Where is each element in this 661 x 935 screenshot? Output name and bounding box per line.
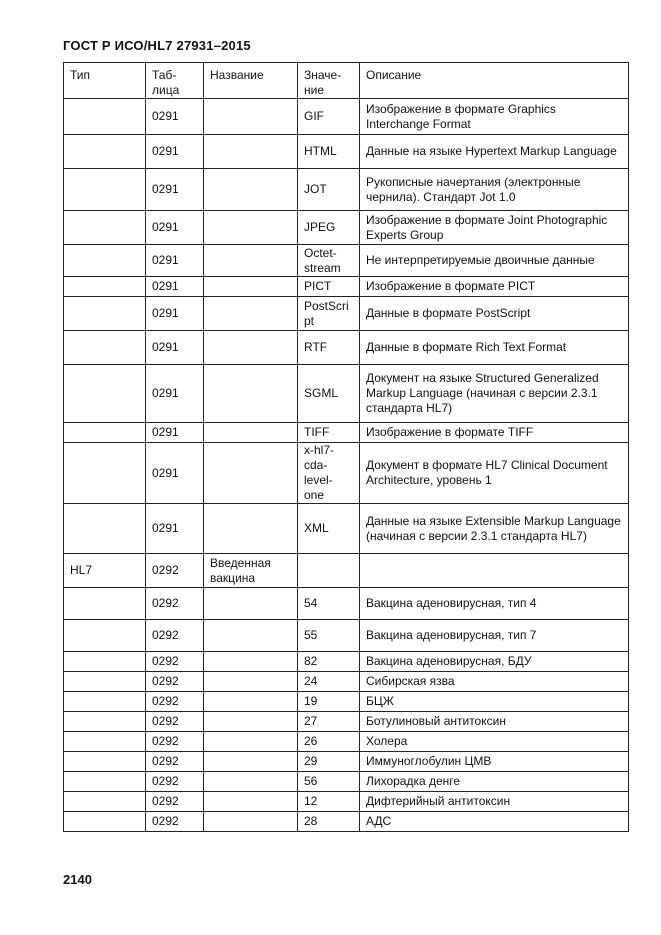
table-row [64, 211, 629, 245]
cell-table: 0292 [146, 588, 204, 620]
cell-description: Холера [360, 732, 629, 752]
cell-description: Дифтерийный антитоксин [360, 792, 629, 812]
table-row [64, 772, 629, 792]
cell-type [64, 331, 146, 365]
cell-type [64, 277, 146, 297]
cell-value: x-hl7- cda- level- one [298, 443, 360, 504]
cell-name [204, 620, 298, 652]
cell-type [64, 792, 146, 812]
cell-table: 0291 [146, 99, 204, 135]
cell-name: Введенная вакцина [204, 554, 298, 588]
cell-value: JOT [298, 169, 360, 211]
cell-table: 0292 [146, 712, 204, 732]
cell-value: SGML [298, 365, 360, 423]
cell-type [64, 752, 146, 772]
cell-description: Вакцина аденовирусная, БДУ [360, 652, 629, 672]
table-row [64, 752, 629, 772]
table-row [64, 169, 629, 211]
table-row [64, 99, 629, 135]
cell-name [204, 297, 298, 331]
cell-name [204, 752, 298, 772]
cell-type [64, 812, 146, 832]
cell-type [64, 99, 146, 135]
cell-table: 0292 [146, 812, 204, 832]
cell-table: 0292 [146, 554, 204, 588]
cell-value: PICT [298, 277, 360, 297]
cell-value: 82 [298, 652, 360, 672]
cell-value: XML [298, 504, 360, 554]
table-row [64, 712, 629, 732]
table-row [64, 672, 629, 692]
cell-type [64, 443, 146, 504]
cell-description: Вакцина аденовирусная, тип 7 [360, 620, 629, 652]
cell-name [204, 277, 298, 297]
table-row [64, 277, 629, 297]
cell-name [204, 588, 298, 620]
cell-type [64, 652, 146, 672]
column-header-description: Описание [360, 63, 629, 99]
cell-type [64, 245, 146, 277]
cell-type [64, 588, 146, 620]
cell-value: 24 [298, 672, 360, 692]
cell-value: 56 [298, 772, 360, 792]
cell-table: 0291 [146, 297, 204, 331]
table-row [64, 443, 629, 504]
cell-table: 0291 [146, 423, 204, 443]
table-row [64, 692, 629, 712]
cell-description: Изображение в формате Graphics Interchange Format [360, 99, 629, 135]
cell-description: Данные на языке Extensible Markup Language (начиная с версии 2.3.1 стандарта HL7) [360, 504, 629, 554]
cell-value: 55 [298, 620, 360, 652]
table-row [64, 245, 629, 277]
cell-name [204, 135, 298, 169]
cell-type [64, 672, 146, 692]
cell-name [204, 331, 298, 365]
cell-description [360, 554, 629, 588]
cell-table: 0291 [146, 443, 204, 504]
cell-value: 29 [298, 752, 360, 772]
cell-table: 0291 [146, 169, 204, 211]
table-row [64, 135, 629, 169]
table-header-row [64, 63, 629, 99]
cell-value: HTML [298, 135, 360, 169]
table-row [64, 423, 629, 443]
cell-table: 0291 [146, 245, 204, 277]
cell-name [204, 169, 298, 211]
table-row [64, 732, 629, 752]
cell-type [64, 712, 146, 732]
table-row [64, 297, 629, 331]
cell-value: 27 [298, 712, 360, 732]
cell-type [64, 772, 146, 792]
cell-description: Вакцина аденовирусная, тип 4 [360, 588, 629, 620]
cell-name [204, 812, 298, 832]
cell-name [204, 443, 298, 504]
cell-description: Документ на языке Structured Generalized Markup Language (начиная с версии 2.3.1 стандарта HL7) [360, 365, 629, 423]
cell-table: 0291 [146, 365, 204, 423]
cell-table: 0291 [146, 331, 204, 365]
cell-description: Изображение в формате PICT [360, 277, 629, 297]
cell-description: Не интерпретируемые двоичные данные [360, 245, 629, 277]
cell-value: 19 [298, 692, 360, 712]
cell-value: 26 [298, 732, 360, 752]
cell-description: Данные в формате PostScript [360, 297, 629, 331]
cell-value: 54 [298, 588, 360, 620]
cell-description: Данные в формате Rich Text Format [360, 331, 629, 365]
cell-description: Лихорадка денге [360, 772, 629, 792]
table-row [64, 812, 629, 832]
cell-description: БЦЖ [360, 692, 629, 712]
cell-type: HL7 [64, 554, 146, 588]
cell-name [204, 99, 298, 135]
cell-table: 0291 [146, 135, 204, 169]
cell-value: GIF [298, 99, 360, 135]
cell-description: Иммуноглобулин ЦМВ [360, 752, 629, 772]
column-header-type: Тип [64, 63, 146, 99]
table-row [64, 588, 629, 620]
cell-name [204, 772, 298, 792]
cell-table: 0292 [146, 620, 204, 652]
cell-value: PostScri pt [298, 297, 360, 331]
cell-type [64, 169, 146, 211]
cell-name [204, 792, 298, 812]
cell-type [64, 620, 146, 652]
cell-table: 0292 [146, 672, 204, 692]
table-body [64, 99, 629, 832]
table-row [64, 365, 629, 423]
document-header: ГОСТ Р ИСО/HL7 27931–2015 [63, 38, 251, 53]
cell-table: 0291 [146, 504, 204, 554]
cell-table: 0291 [146, 277, 204, 297]
cell-description: Изображение в формате Joint Photographic Experts Group [360, 211, 629, 245]
cell-type [64, 504, 146, 554]
cell-name [204, 652, 298, 672]
column-header-value: Значе- ние [298, 63, 360, 99]
cell-name [204, 245, 298, 277]
cell-name [204, 365, 298, 423]
cell-type [64, 135, 146, 169]
cell-description: АДС [360, 812, 629, 832]
table-row [64, 620, 629, 652]
cell-name [204, 712, 298, 732]
table-row [64, 652, 629, 672]
cell-value: Octet- stream [298, 245, 360, 277]
cell-value: 12 [298, 792, 360, 812]
page-number: 2140 [63, 872, 92, 887]
cell-type [64, 423, 146, 443]
table-row [64, 504, 629, 554]
cell-type [64, 732, 146, 752]
cell-description: Изображение в формате TIFF [360, 423, 629, 443]
cell-type [64, 365, 146, 423]
table-row [64, 792, 629, 812]
cell-name [204, 423, 298, 443]
cell-table: 0292 [146, 752, 204, 772]
cell-name [204, 504, 298, 554]
column-header-name: Название [204, 63, 298, 99]
cell-table: 0292 [146, 772, 204, 792]
cell-description: Сибирская язва [360, 672, 629, 692]
cell-value: TIFF [298, 423, 360, 443]
cell-name [204, 692, 298, 712]
cell-table: 0292 [146, 652, 204, 672]
cell-value: JPEG [298, 211, 360, 245]
cell-description: Рукописные начертания (электронные чернила). Стандарт Jot 1.0 [360, 169, 629, 211]
cell-table: 0291 [146, 211, 204, 245]
column-header-table: Таб- лица [146, 63, 204, 99]
cell-description: Ботулиновый антитоксин [360, 712, 629, 732]
cell-name [204, 211, 298, 245]
data-table [63, 62, 629, 832]
cell-description: Данные на языке Hypertext Markup Language [360, 135, 629, 169]
table-row [64, 331, 629, 365]
cell-type [64, 211, 146, 245]
cell-value [298, 554, 360, 588]
cell-name [204, 672, 298, 692]
cell-value: RTF [298, 331, 360, 365]
cell-name [204, 732, 298, 752]
table-row [64, 554, 629, 588]
cell-type [64, 297, 146, 331]
cell-table: 0292 [146, 732, 204, 752]
cell-table: 0292 [146, 792, 204, 812]
cell-table: 0292 [146, 692, 204, 712]
cell-type [64, 692, 146, 712]
cell-description: Документ в формате HL7 Clinical Document Architecture, уровень 1 [360, 443, 629, 504]
cell-value: 28 [298, 812, 360, 832]
